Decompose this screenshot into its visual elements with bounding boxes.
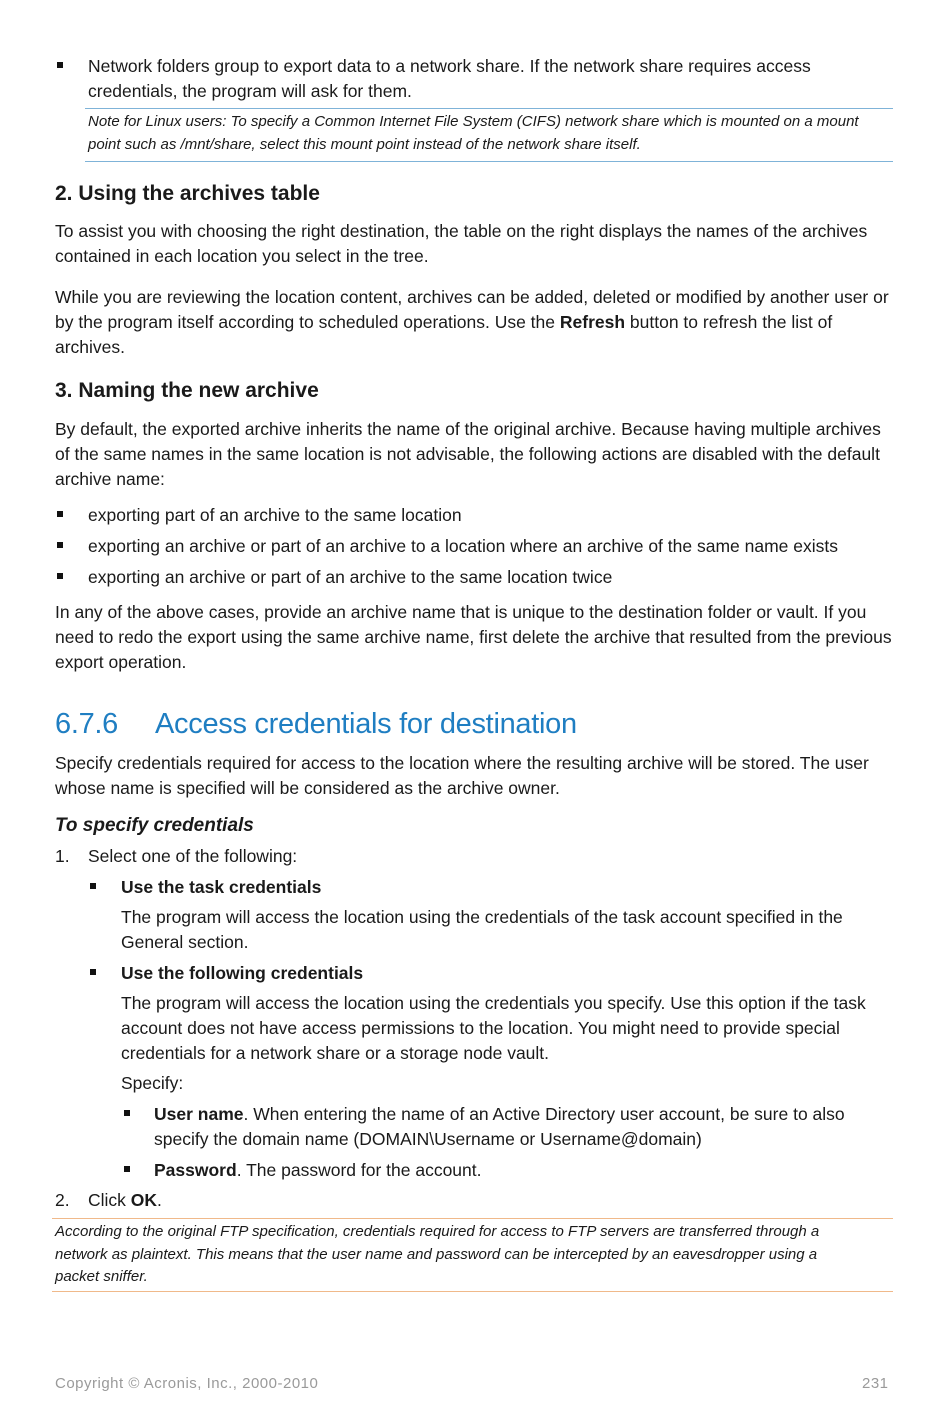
bullet-marker — [124, 1166, 130, 1172]
section-heading-naming: 3. Naming the new archive — [55, 379, 319, 402]
archives-table-para-1: To assist you with choosing the right destination, the table on the right displays the names of the archives contained in each location you select in the tree. — [55, 221, 868, 266]
list-item: exporting an archive or part of an archive to a location where an archive of the same name exists — [88, 536, 838, 556]
footer-page-number: 231 — [862, 1375, 889, 1392]
step-1-text: Select one of the following: — [88, 846, 298, 866]
option-task-credentials-desc: The program will access the location using the credentials of the task account specified in the General section. — [121, 907, 843, 952]
bullet-marker — [57, 511, 63, 517]
procedure-title: To specify credentials — [55, 815, 254, 836]
list-item: exporting an archive or part of an archive to the same location twice — [88, 567, 613, 587]
note-top-rule — [85, 108, 893, 109]
note-bottom-rule — [52, 1291, 893, 1292]
note-bottom-rule — [85, 161, 893, 162]
option-task-credentials: Use the task credentials — [121, 877, 322, 897]
note-top-rule — [52, 1218, 893, 1219]
step-2-text: Click OK. — [88, 1190, 162, 1210]
refresh-term: Refresh — [559, 312, 626, 332]
bullet-marker — [57, 542, 63, 548]
naming-para-2: In any of the above cases, provide an archive name that is unique to the destination folder or vault. If you need to redo the export using the same archive name, first delete the archive that resulted from the previous export operation. — [55, 602, 892, 672]
option-following-credentials-desc: The program will access the location using the credentials you specify. Use this option if the task account does not have access permissions to the location. You might need to provide special credentials for a network share or a storage node vault. — [121, 993, 866, 1063]
bullet-marker — [57, 573, 63, 579]
section-title: Access credentials for destination — [155, 708, 577, 740]
network-folders-bullet: Network folders group to export data to a network share. If the network share requires access credentials, the program will ask for them. — [88, 56, 811, 101]
password-item: Password. The password for the account. — [154, 1160, 482, 1180]
naming-para-1: By default, the exported archive inherits the name of the original archive. Because having multiple archives of the same names in the same location is not advisable, the following actions are disabled with the default archive name: — [55, 419, 881, 489]
bullet-marker — [57, 62, 63, 68]
bullet-marker — [90, 969, 96, 975]
section-heading-archives-table: 2. Using the archives table — [55, 182, 320, 205]
linux-note: Note for Linux users: To specify a Common Internet File System (CIFS) network share which is mounted on a mount point such as /mnt/share, select this mount point instead of the network share itself. — [88, 113, 859, 153]
step-number: 1. — [55, 846, 70, 866]
ftp-note: According to the original FTP specification, credentials required for access to FTP servers are transferred through a network as plaintext. This means that the user name and password can be intercepted by an eavesdropper using a packet sniffer. — [55, 1223, 820, 1285]
archives-table-para-2: While you are reviewing the location content, archives can be added, deleted or modified by another user or by the program itself according to scheduled operations. Use the Refresh button to refresh the list of archives. — [55, 287, 889, 357]
user-name-item: User name. When entering the name of an Active Directory user account, be sure to also specify the domain name (DOMAIN\Username or Username@domain) — [154, 1104, 845, 1149]
option-following-credentials: Use the following credentials — [121, 963, 364, 983]
bullet-marker — [90, 883, 96, 889]
bullet-marker — [124, 1110, 130, 1116]
section-number: 6.7.6 — [55, 708, 118, 740]
specify-label: Specify: — [121, 1073, 184, 1093]
credentials-intro: Specify credentials required for access to the location where the resulting archive will be stored. The user whose name is specified will be considered as the archive owner. — [55, 753, 869, 798]
section-title-6-7-6 — [55, 706, 577, 742]
step-number: 2. — [55, 1190, 70, 1210]
list-item: exporting part of an archive to the same location — [88, 505, 462, 525]
footer-copyright: Copyright © Acronis, Inc., 2000-2010 — [55, 1375, 319, 1392]
